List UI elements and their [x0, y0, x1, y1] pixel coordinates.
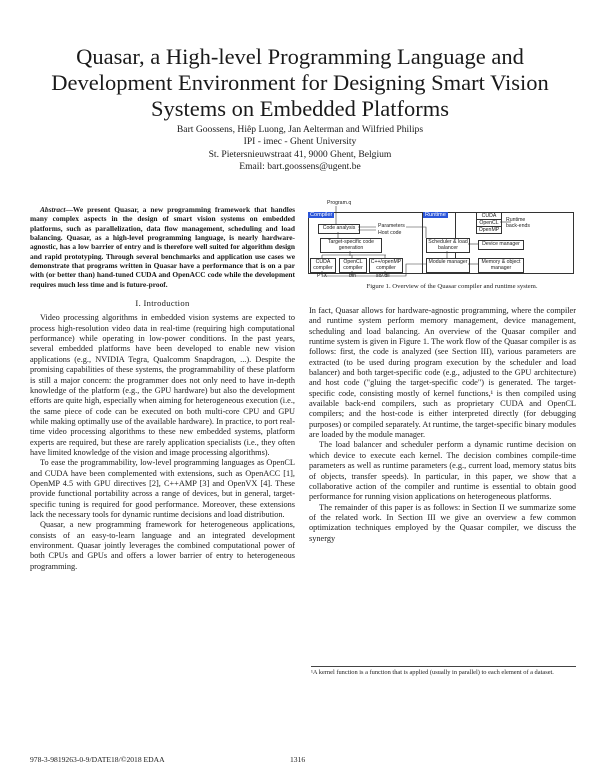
ptx-label: PTX — [317, 273, 328, 279]
parameters-label: Parameters — [378, 223, 405, 229]
module-manager-box: Module manager — [426, 258, 470, 273]
memory-manager-box: Memory & object manager — [478, 258, 524, 273]
left-column — [30, 205, 295, 572]
page-number: 1316 — [290, 755, 306, 764]
paragraph: In fact, Quasar allows for hardware-agnostic programming, where the compiler and runtime system perform memory management, device management, scheduling and load balancing. An overview of the Quasar compiler and runtime system is given in Figure 1. The work flow of the Quasar compiler is as follows: first, the code is analyzed (see Section III), various parameters are extracted (to be used during program execution by the scheduler and load balancer) and both target-specific code (e.g., adjusted to the GPU architecture) and host code ("gluing the target-specific code") is generated. The target-specific code, consisting mostly of kernel functions,¹ is then compiled using available back-end compilers, such as proprietary CUDA and OpenCL compilers; and the host-code is either interpreted directly (for debugging purposes) or compiled separately. At runtime, the target-specific binary modules are loaded by the module manager. — [309, 306, 576, 440]
affiliation: IPI - imec - Ghent University — [243, 136, 357, 148]
opencl-backend-box: OpenCL — [476, 219, 502, 227]
author-names: Bart Goossens, Hiêp Luong, Jan Aelterman and Wilfried Philips — [176, 124, 424, 135]
arrow — [406, 227, 426, 238]
paper-title: Quasar, a High-level Programming Language and Development Environment for Designing Smart Vision Systems on Embedded Platforms — [51, 44, 549, 121]
email: Email: bart.goossens@ugent.be — [239, 161, 361, 173]
code-analysis-box: Code analysis — [318, 224, 360, 234]
device-manager-box: Device manager — [478, 240, 524, 250]
paragraph: The remainder of this paper is as follows: in Section II we summarize some of the related work. In Section III we give an overview a few common optimization techniques employed by the Quasar compiler, we discuss the synergy — [309, 502, 576, 543]
runtime-tag: Runtime — [425, 212, 446, 218]
codegen-box: Target-specific code generation — [320, 238, 382, 253]
arrow — [322, 271, 385, 275]
figure-caption: Figure 1. Overview of the Quasar compiler and runtime system. — [366, 283, 538, 290]
dll-label: so/.dll — [376, 273, 390, 279]
figure-diagram — [306, 198, 574, 278]
footnote: ¹A kernel function is a function that is applied (usually in parallel) to each element of a dataset. — [311, 666, 576, 677]
compiler-tag: Compiler — [310, 212, 333, 218]
diagram-arrows — [306, 198, 574, 278]
cuda-compiler-box: CUDA compiler — [310, 258, 336, 273]
scheduler-box: Scheduler & load balancer — [426, 238, 470, 253]
footer-isbn: 978-3-9819263-0-9/DATE18/©2018 EDAA — [30, 755, 165, 764]
arrow — [322, 264, 426, 276]
cpp-compiler-box: C++/openMP compiler — [370, 259, 402, 271]
runtime-backends-label: Runtime back-ends — [506, 217, 530, 229]
abstract-label: Abstract — [40, 205, 66, 214]
paragraph: The load balancer and scheduler perform a dynamic runtime decision on which device to execute each kernel. The decision combines compile-time parameters as well as runtime parameters (e.g., current load, memory status bits of objects, transfer speeds). In particular, in this paper, we show that a collaborative action of the compiler and runtime is essential to obtain good performance for running vision applications on heterogeneous platforms. — [309, 440, 576, 502]
author-block — [100, 124, 500, 174]
address: St. Pietersnieuwstraat 41, 9000 Ghent, Belgium — [208, 148, 392, 160]
paragraph: To ease the programmability, low-level programming languages as OpenCL and CUDA have been complemented with extensions, such as OpenACC [1], OpenMP 4.5 with GPU directives [2], C++AMP [3] and OpenVX [4]. These provide functional portability across a range of devices, but in general, target-specific tuning is required for good performance. Moreover, these extensions lack the necessary tools for dynamic runtime decisions and load distribution. — [30, 458, 295, 519]
cuda-backend-box: CUDA — [476, 212, 502, 220]
arrow — [322, 255, 385, 258]
section-heading: I. Introduction — [135, 298, 190, 309]
abstract — [30, 205, 295, 289]
right-column — [309, 306, 576, 544]
bin-label: bin — [349, 273, 356, 279]
openmp-backend-box: OpenMP — [476, 226, 502, 234]
paragraph: Video processing algorithms in embedded vision systems are expected to process high-resolution video data in real-time (requiring high computational performance) while operating in low-power conditions. In the past years, several embedded platforms have been developed to enable new vision applications (e.g., NVIDIA Tegra, Qualcomm Snapdragon, ...). Despite the promising capabilities of these systems, the programmability of these platform is still a major concern: the programmer does not only need to have in-depth knowledge of the platform (e.g., the GPU hardware) but also the development efforts are quite high, especially when aiming for heterogeneous execution (i.e., the same piece of code can be executed on both multi-core CPU and GPU while making optimally use of the available hardware). In practice, to port real-time video processing algorithms to these new embedded systems, platform experts are required, but these are rarely application specialists (i.e., they often have limited knowledge of the vision and image processing algorithms). — [30, 313, 295, 457]
program-label: Program.q — [327, 200, 352, 206]
host-code-label: Host code — [378, 230, 402, 236]
abstract-text: —We present Quasar, a new programming framework that handles many complex aspects in the design of smart vision systems on embedded platforms, such as parallelization, data flow management, scheduling and load balancing. Quasar, as a high-level programming language, is nearly hardware-agnostic, has a low barrier of entry and is therefore well suited for algorithm design and rapid prototyping. Through several benchmarks and application use cases we demonstrate that programs written in Quasar have a performance that is on a par with (or better than) hand-tuned CUDA and OpenACC code while the development requires much less time and is future-proof. — [30, 205, 295, 289]
opencl-compiler-box: OpenCL compiler — [339, 258, 367, 273]
paragraph: Quasar, a new programming framework for heterogeneous applications, consists of an easy-to-learn language and an integrated development environment. Quasar jointly leverages the combined computational power of both CPUs and GPUs and offers a lower barrier of entry to heterogeneous programming. — [30, 520, 295, 571]
